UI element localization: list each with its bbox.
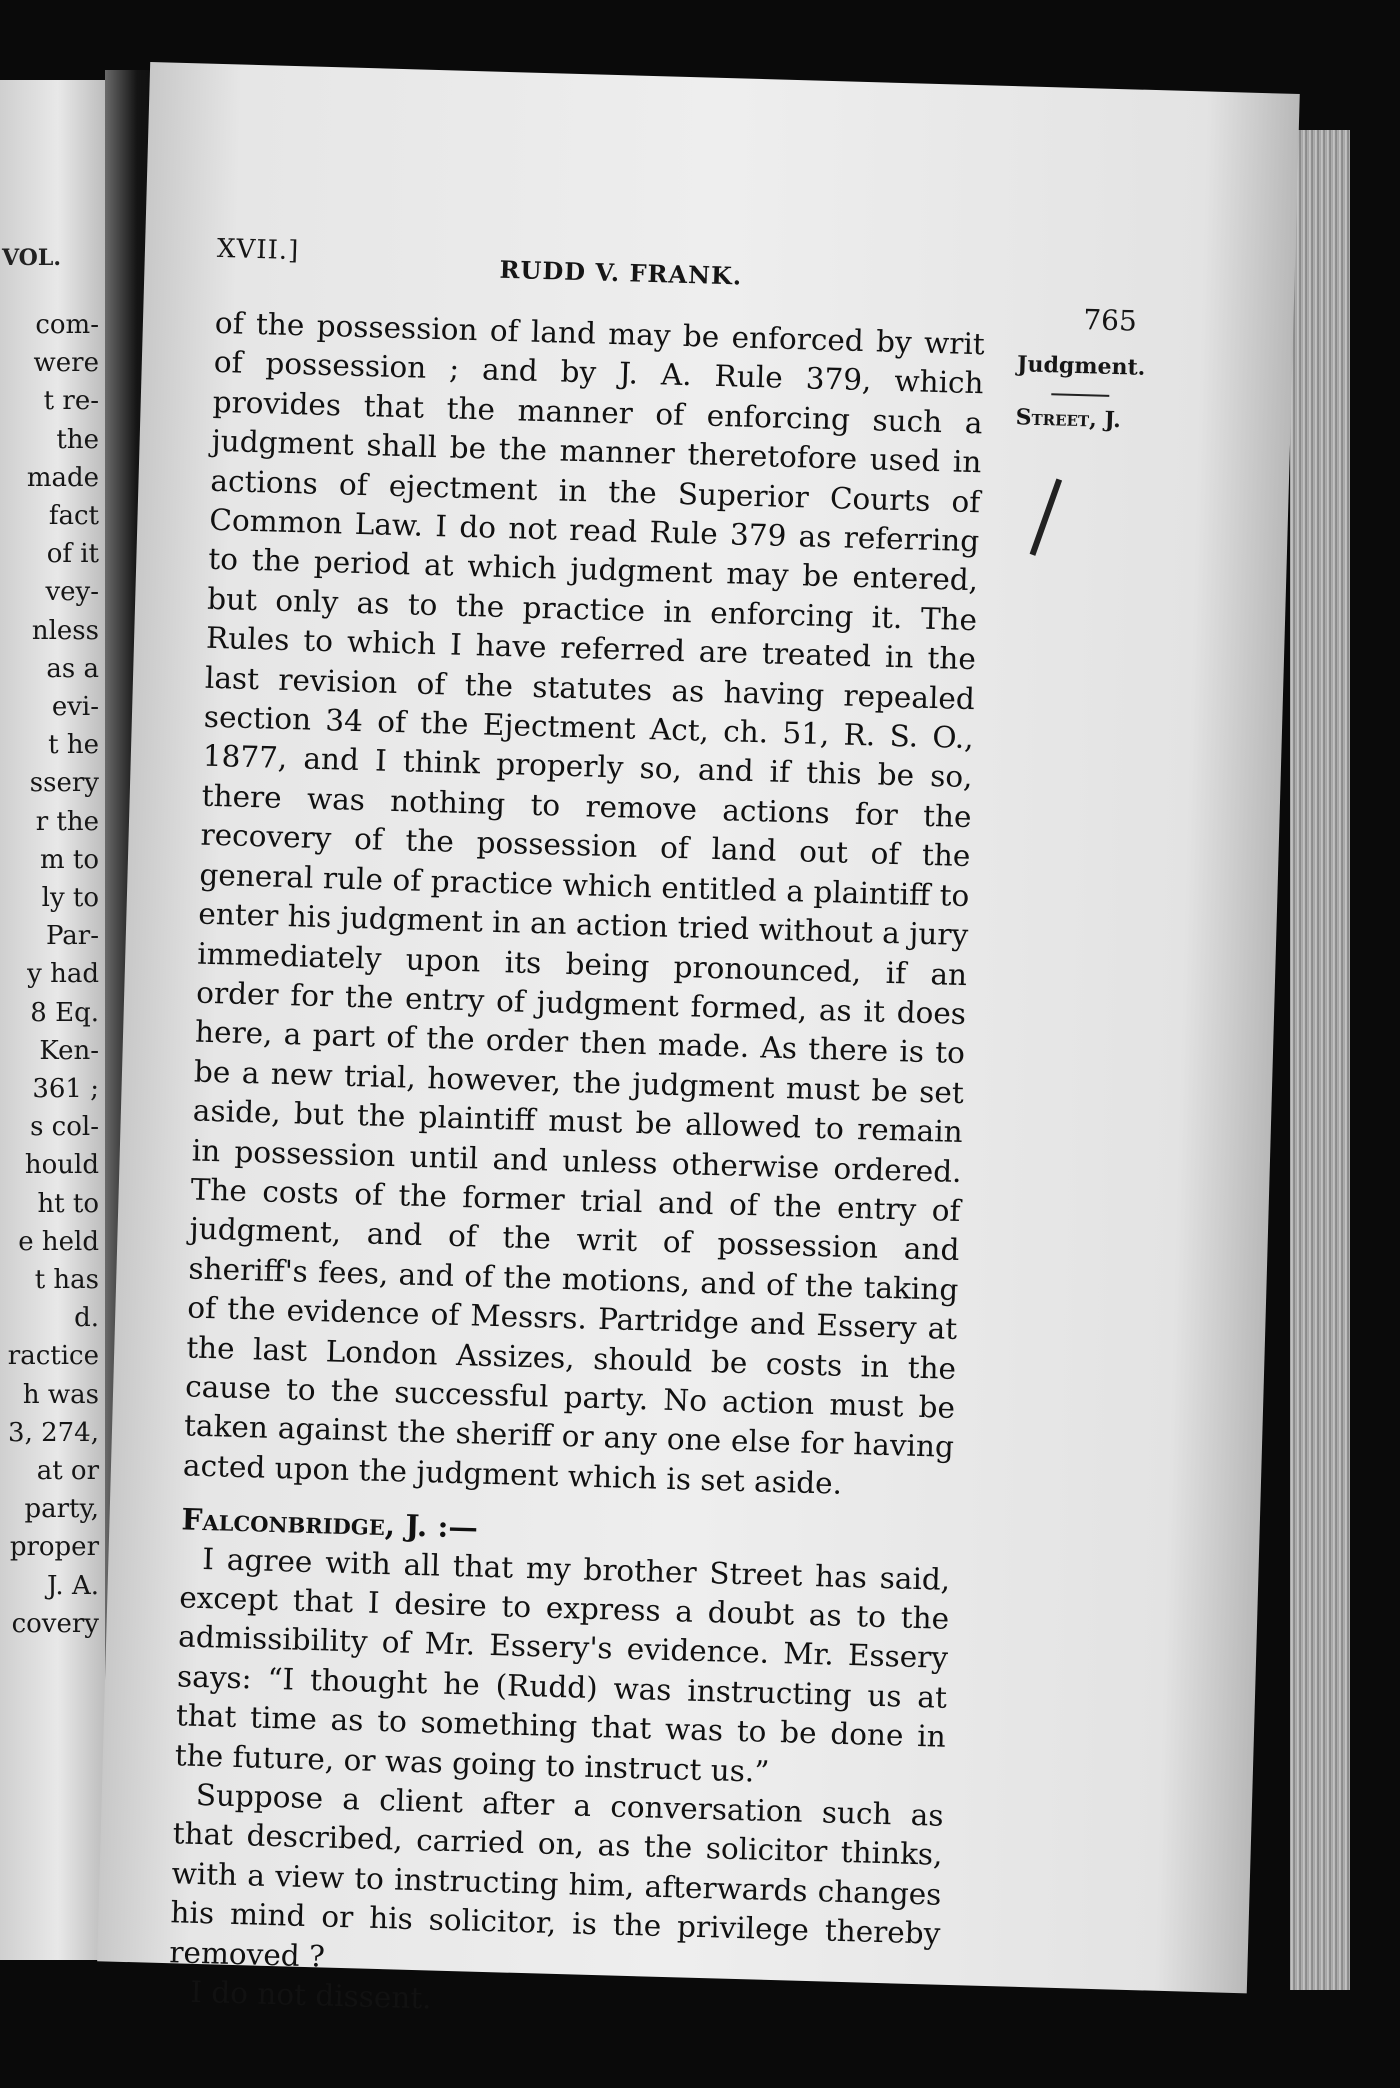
left-page-line: e held	[18, 1226, 99, 1257]
left-page-line: t re-	[43, 386, 99, 417]
book-page	[97, 62, 1300, 2016]
left-page-line: were	[33, 348, 99, 379]
left-page-line: t he	[48, 730, 99, 761]
left-page-line: covery	[11, 1608, 99, 1639]
left-page-line: J. A.	[47, 1570, 99, 1601]
volume-marker: XVII.]	[216, 233, 300, 267]
left-facing-page	[0, 80, 105, 1960]
left-page-line: 8 Eq.	[30, 997, 99, 1028]
left-page-line: ssery	[29, 768, 99, 799]
paragraph-falconbridge-3: I do not dissent.	[189, 1974, 433, 2016]
left-page-line: vey-	[45, 577, 99, 608]
left-page-line: fact	[48, 501, 99, 531]
left-page-line: t has	[34, 1265, 99, 1295]
page-edges	[1290, 130, 1350, 1990]
paragraph-falconbridge-2: Suppose a client after a conversation such as that described, carried on, as the solicitor thinks, with a view to instructing him, afterwards changes his mind or his solicitor, is the privilege thereby removed ?	[168, 1777, 945, 1974]
speaker-heading: Falconbridge, J. :—	[181, 1501, 479, 1545]
paragraph-falconbridge-1: I agree with all that my brother Street has said, except that I desire to express a doubt as to the admissibility of Mr. Essery's evidence. Mr. Essery says: “I thought he (Rudd) was instructing us at that time as to something that was to be done in the future, or was going to instruct us.”	[174, 1541, 951, 1789]
left-page-line: com-	[35, 310, 99, 340]
left-page-line: Par-	[45, 921, 99, 952]
left-page-line: 361 ;	[32, 1074, 99, 1104]
left-page-line: h was	[22, 1379, 99, 1410]
left-page-line: evi-	[51, 692, 99, 722]
page-number: 765	[1082, 303, 1138, 338]
margin-rule	[1051, 393, 1109, 397]
left-page-line: proper	[9, 1532, 99, 1563]
left-page-line: ly to	[41, 883, 99, 913]
left-page-line: hould	[24, 1150, 99, 1181]
left-page-line: of it	[46, 539, 99, 570]
pencil-mark	[1030, 478, 1062, 555]
running-title: RUDD V. FRANK.	[499, 254, 743, 291]
left-page-line: made	[26, 462, 99, 493]
left-page-line: s col-	[30, 1112, 99, 1143]
left-page-line: as a	[46, 653, 99, 684]
left-page-line: r the	[35, 806, 99, 837]
left-page-line: Ken-	[39, 1035, 99, 1066]
left-page-line: 3, 274,	[8, 1417, 99, 1448]
left-page-line: d.	[74, 1303, 99, 1334]
left-page-line: m to	[39, 844, 99, 875]
left-page-line: the	[56, 424, 99, 455]
margin-note-judgment: Judgment.	[1016, 351, 1146, 381]
margin-note-judge: Street, J.	[1015, 404, 1122, 434]
left-page-line: at or	[36, 1456, 99, 1486]
left-page-line: nless	[31, 615, 99, 646]
paragraph-street-judgment: of the possession of land may be enforced by writ of possession ; and by J. A. Rule 379, which provides that the manner of enforcing such a judgment shall be the manner theretofore used in actions of ejectment in the Superior Courts of Common Law. I do not read Rule 379 as referring to the period at which judgment may be entered, but only as to the practice in enforcing it. The Rules to which I have referred are treated in the last revision of the statutes as having repealed section 34 of the Ejectment Act, ch. 51, R. S. O., 1877, and I think properly so, and if this be so, there was nothing to remove actions for the recovery of the possession of land out of the general rule of practice which entitled a plaintiff to enter his judgment in an action tried without a jury immediately upon its being pronounced, if an order for the entry of judgment formed, as it does here, a part of the order then made. As there is to be a new trial, however, the judgment must be set aside, but the plaintiff must be allowed to remain in possession until and unless otherwise ordered. The costs of the former trial and of the entry of judgment, and of the writ of possession and sheriff's fees, and of the motions, and of the taking of the evidence of Messrs. Partridge and Essery at the last London Assizes, should be costs in the cause to the successful party. No action must be taken against the sheriff or any one else for having acted upon the judgment which is set aside.	[182, 305, 986, 1501]
left-page-header: VOL.	[2, 245, 61, 271]
left-page-line: ractice	[7, 1341, 99, 1372]
left-page-line: party,	[24, 1494, 99, 1525]
page-body	[168, 304, 985, 2033]
left-page-line: ht to	[37, 1188, 99, 1219]
left-page-line: y had	[27, 959, 99, 990]
